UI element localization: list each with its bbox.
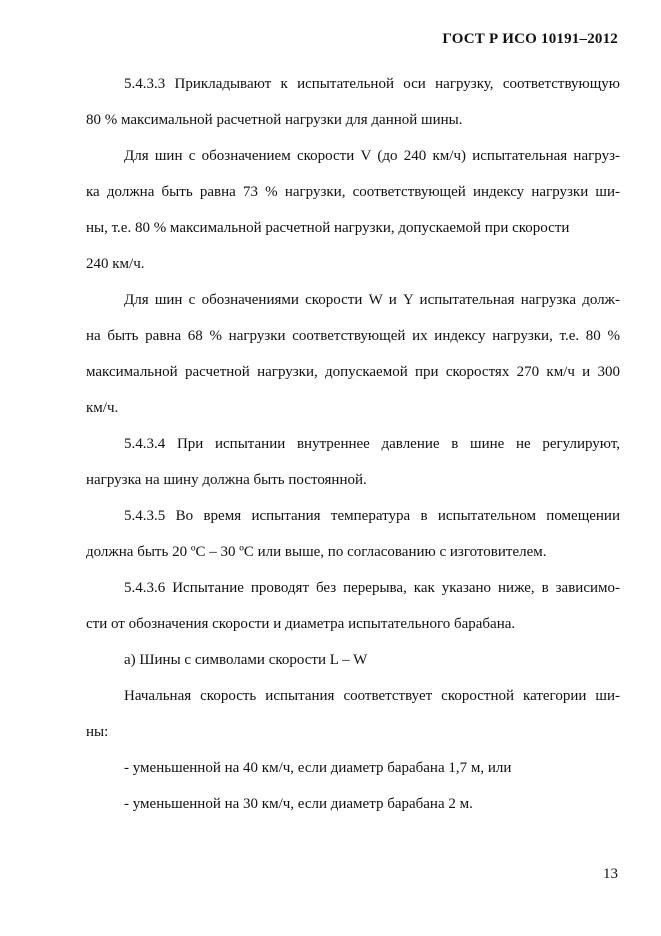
text-line: - уменьшенной на 40 км/ч, если диаметр барабана 1,7 м, или xyxy=(124,760,512,776)
list-item xyxy=(86,786,620,822)
text-line: 80 % максимальной расчетной нагрузки для данной шины. xyxy=(86,112,463,128)
list-item xyxy=(86,750,620,786)
text-line: - уменьшенной на 30 км/ч, если диаметр барабана 2 м. xyxy=(124,796,473,812)
text-line: нагрузка на шину должна быть постоянной. xyxy=(86,472,367,488)
text-line: Для шин с обозначениями скорости W и Y испытательная нагрузка долж- xyxy=(124,292,620,308)
list-heading-a xyxy=(86,642,620,678)
paragraph-5-4-3-4 xyxy=(86,426,620,498)
paragraph-speed-w-y xyxy=(86,282,620,426)
page-number: 13 xyxy=(603,866,618,882)
text-line: 5.4.3.5 Во время испытания температура в испытательном помещении xyxy=(124,508,620,524)
document-body xyxy=(86,66,620,822)
document-header: ГОСТ Р ИСО 10191–2012 xyxy=(442,31,618,47)
paragraph-speed-v xyxy=(86,138,620,282)
text-line: 5.4.3.6 Испытание проводят без перерыва, как указано ниже, в зависимо- xyxy=(124,580,620,596)
text-line: сти от обозначения скорости и диаметра испытательного барабана. xyxy=(86,616,516,632)
text-line: ны, т.е. 80 % максимальной расчетной нагрузки, допускаемой при скорости xyxy=(86,220,570,236)
paragraph-initial-speed xyxy=(86,678,620,750)
text-line: ны: xyxy=(86,724,109,740)
text-line: должна быть 20 ºC – 30 ºC или выше, по согласованию с изготовителем. xyxy=(86,544,547,560)
paragraph-5-4-3-3 xyxy=(86,66,620,138)
text-line: Для шин с обозначением скорости V (до 240 км/ч) испытательная нагруз- xyxy=(124,148,620,164)
text-line: 5.4.3.3 Прикладывают к испытательной оси нагрузку, соответствующую xyxy=(124,76,620,92)
text-line: максимальной расчетной нагрузки, допускаемой при скоростях 270 км/ч и 300 xyxy=(86,364,620,380)
paragraph-5-4-3-6 xyxy=(86,570,620,642)
text-line: 5.4.3.4 При испытании внутреннее давление в шине не регулируют, xyxy=(124,436,620,452)
text-line: а) Шины с символами скорости L – W xyxy=(124,652,368,668)
text-line: Начальная скорость испытания соответствует скоростной категории ши- xyxy=(124,688,620,704)
text-line: км/ч. xyxy=(86,400,119,416)
text-line: ка должна быть равна 73 % нагрузки, соответствующей индексу нагрузки ши- xyxy=(86,184,620,200)
paragraph-5-4-3-5 xyxy=(86,498,620,570)
text-line: 240 км/ч. xyxy=(86,256,145,272)
text-line: на быть равна 68 % нагрузки соответствующей их индексу нагрузки, т.е. 80 % xyxy=(86,328,620,344)
